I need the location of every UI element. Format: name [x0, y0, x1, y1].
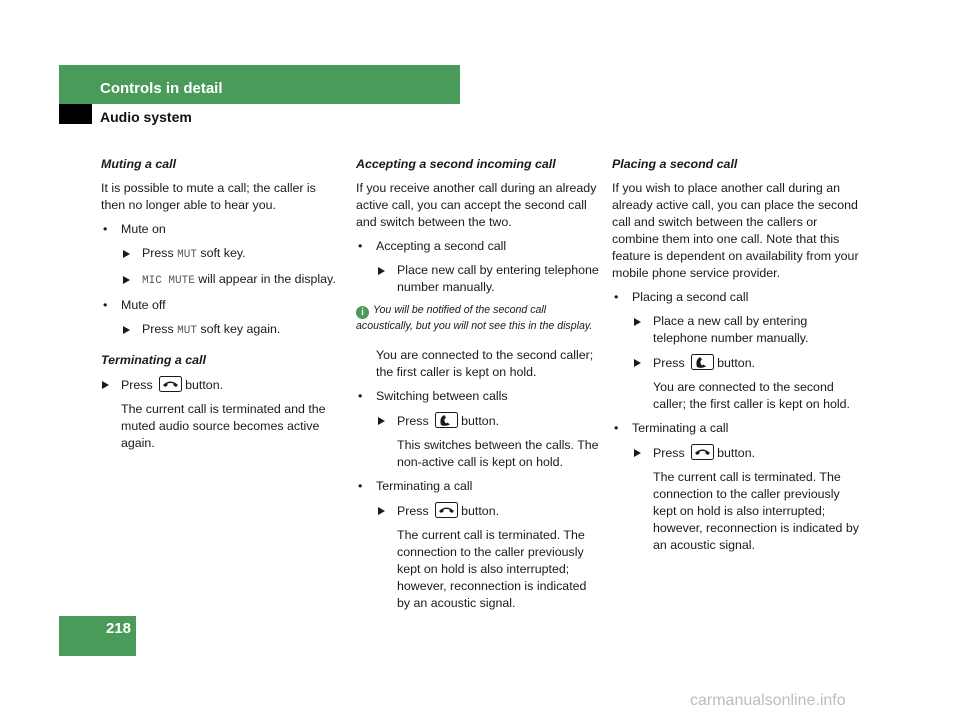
- send-call-icon: [691, 354, 714, 370]
- paragraph: You are connected to the second caller; the first caller is kept on hold.: [653, 380, 850, 411]
- info-note: i You will be notified of the second call acoustically, but you will not see this in the display.: [356, 304, 593, 332]
- action-step: Press button.: [612, 444, 862, 462]
- action-step: Place a new call by entering telephone number manually.: [612, 313, 862, 347]
- paragraph: The current call is terminated. The connection to the caller previously kept on hold is also interrupted; however, reconnection is indicated by an acoustic signal.: [397, 528, 587, 610]
- end-call-icon: [691, 444, 714, 460]
- column-3: [612, 156, 862, 561]
- action-step: MIC MUTE will appear in the display.: [101, 271, 341, 290]
- action-step: Press MUT soft key again.: [101, 321, 341, 340]
- bullet-item: • Mute off: [103, 298, 166, 312]
- display-code: MUT: [177, 325, 197, 337]
- display-code: MUT: [177, 249, 197, 261]
- paragraph: The current call is terminated and the muted audio source becomes active again.: [121, 402, 326, 450]
- page-number: 218: [105, 620, 131, 637]
- paragraph: It is possible to mute a call; the caller is then no longer able to hear you.: [101, 181, 316, 212]
- arrow-icon: [378, 417, 385, 425]
- arrow-icon: [123, 276, 130, 284]
- action-step: Place new call by entering telephone number manually.: [356, 262, 600, 296]
- header-marker: [59, 104, 92, 124]
- bullet-item: • Mute on: [103, 222, 166, 236]
- heading-terminating-call: Terminating a call: [101, 353, 206, 367]
- watermark[interactable]: carmanualsonline.info: [690, 692, 846, 709]
- heading-muting-call: Muting a call: [101, 157, 177, 171]
- action-step: Press button.: [612, 354, 862, 372]
- arrow-icon: [634, 359, 641, 367]
- heading-placing-second-call: Placing a second call: [612, 157, 738, 171]
- paragraph: The current call is terminated. The connection to the caller previously kept on hold is also interrupted; however, reconnection is indicated by an acoustic signal.: [653, 470, 859, 552]
- paragraph: You are connected to the second caller; the first caller is kept on hold.: [376, 348, 594, 379]
- bullet-item: • Placing a second call: [614, 290, 749, 304]
- subsection-title: Audio system: [100, 109, 192, 125]
- column-1: [101, 156, 341, 459]
- action-step: Press button.: [356, 412, 600, 430]
- bullet-item: • Switching between calls: [358, 389, 508, 403]
- end-call-icon: [159, 376, 182, 392]
- arrow-icon: [123, 250, 130, 258]
- bullet-item: • Accepting a second call: [358, 239, 507, 253]
- arrow-icon: [378, 267, 385, 275]
- action-step: Press button.: [101, 376, 341, 394]
- action-step: Press button.: [356, 502, 600, 520]
- arrow-icon: [123, 326, 130, 334]
- arrow-icon: [634, 449, 641, 457]
- bullet-item: • Terminating a call: [614, 421, 729, 435]
- end-call-icon: [435, 502, 458, 518]
- action-step: Press MUT soft key.: [101, 245, 341, 264]
- paragraph: If you wish to place another call during an already active call, you can place the second call and switch between the callers or combine them into one call. Note that this feature is dependent on availability from your mobile phone service provider.: [612, 181, 859, 280]
- arrow-icon: [378, 507, 385, 515]
- heading-accepting-second-call: Accepting a second incoming call: [356, 157, 556, 171]
- column-2: [356, 156, 600, 619]
- section-title: Controls in detail: [100, 80, 223, 97]
- bullet-item: • Terminating a call: [358, 479, 473, 493]
- paragraph: If you receive another call during an already active call, you can accept the second call and switch between the two.: [356, 181, 597, 229]
- info-icon: i: [356, 306, 369, 319]
- paragraph: This switches between the calls. The non-active call is kept on hold.: [397, 438, 599, 469]
- display-code: MIC MUTE: [142, 275, 195, 287]
- send-call-icon: [435, 412, 458, 428]
- arrow-icon: [634, 318, 641, 326]
